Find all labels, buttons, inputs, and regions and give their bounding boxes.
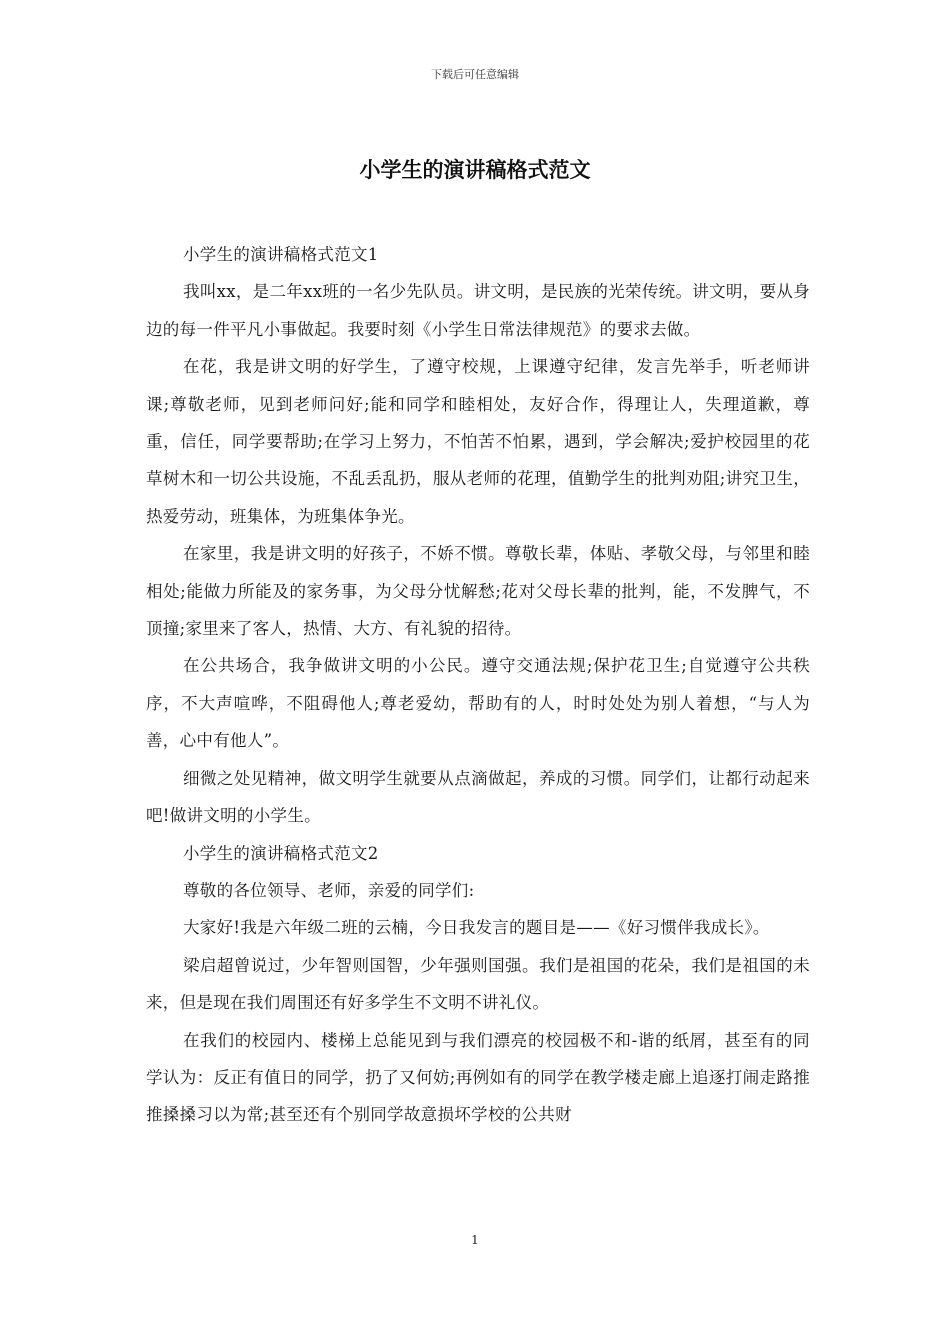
header-note: 下载后可任意编辑 <box>431 68 519 81</box>
paragraph: 在家里，我是讲文明的好孩子，不娇不惯。尊敬长辈，体贴、孝敬父母，与邻里和睦相处;能做力所能及的家务事，为父母分忧解愁;花对父母长辈的批判，能，不发脾气，不顶撞;家里来了客人，热情、大方、有礼貌的招待。 <box>146 544 810 639</box>
section-heading-1: 小学生的演讲稿格式范文1 <box>183 245 379 264</box>
paragraph: 在花，我是讲文明的好学生，了遵守校规，上课遵守纪律，发言先举手，听老师讲课;尊敬老师，见到老师问好;能和同学和睦相处，友好合作，得理让人，失理道歉，尊重，信任，同学要帮助;在学习上努力，不怕苦不怕累，遇到，学会解决;爱护校园里的花草树木和一切公共设施，不乱丢乱扔，服从老师的花理，值勤学生的批判劝阻;讲究卫生，热爱劳动，班集体，为班集体争光。 <box>146 357 810 526</box>
paragraph: 细微之处见精神，做文明学生就要从点滴做起，养成的习惯。同学们，让都行动起来吧!做讲文明的小学生。 <box>146 768 810 826</box>
document-body <box>146 236 810 1134</box>
paragraph: 在公共场合，我争做讲文明的小公民。遵守交通法规;保护花卫生;自觉遵守公共秩序，不大声喧哗，不阻碍他人;尊老爱幼，帮助有的人，时时处处为别人着想，“与人为善，心中有他人”。 <box>146 656 810 751</box>
document-title: 小学生的演讲稿格式范文 <box>359 157 591 182</box>
salutation: 尊敬的各位领导、老师，亲爱的同学们: <box>183 880 475 900</box>
paragraph: 我叫xx，是二年xx班的一名少先队员。讲文明，是民族的光荣传统。讲文明，要从身边的每一件平凡小事做起。我要时刻《小学生日常法律规范》的要求去做。 <box>146 282 810 339</box>
paragraph: 梁启超曾说过，少年智则国智，少年强则国强。我们是祖国的花朵，我们是祖国的未来，但是现在我们周围还有好多学生不文明不讲礼仪。 <box>146 955 810 1013</box>
page-number: 1 <box>471 1233 479 1247</box>
section-heading-2: 小学生的演讲稿格式范文2 <box>183 843 379 863</box>
paragraph: 在我们的校园内、楼梯上总能见到与我们漂亮的校园极不和-谐的纸屑，甚至有的同学认为：反正有值日的同学，扔了又何妨;再例如有的同学在教学楼走廊上追逐打闹走路推推搡搡习以为常;甚至还有个别同学故意损坏学校的公共财 <box>146 1030 810 1125</box>
paragraph: 大家好!我是六年级二班的云楠，今日我发言的题目是——《好习惯伴我成长》。 <box>183 918 770 938</box>
